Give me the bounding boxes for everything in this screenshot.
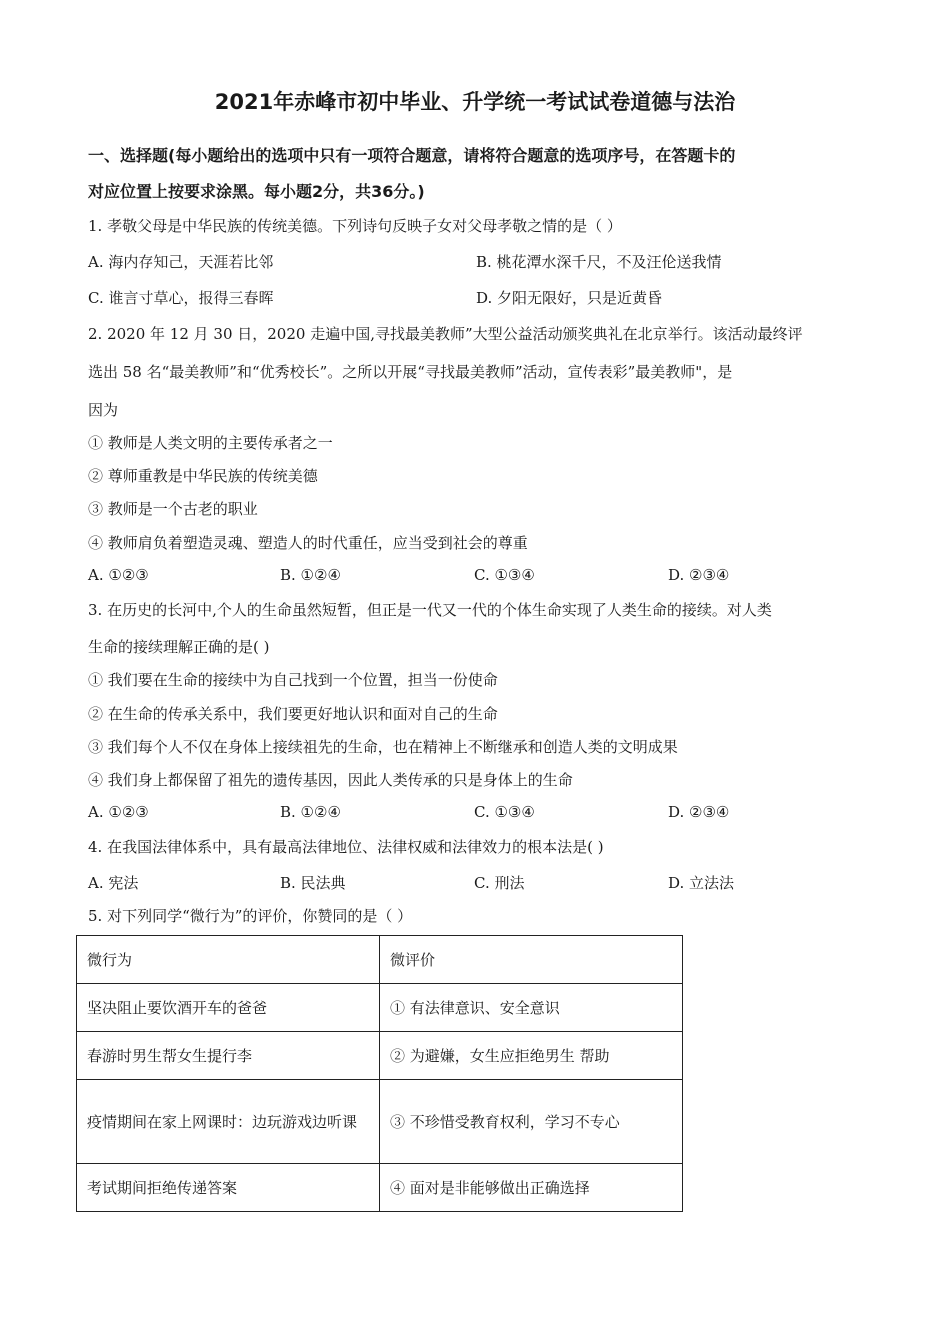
q2-option-d: D. ②③④ xyxy=(668,566,730,584)
q4-option-b: B. 民法典 xyxy=(280,874,346,892)
q2-statement-3: ③ 教师是一个古老的职业 xyxy=(88,500,258,518)
q3-stem-line2: 生命的接续理解正确的是( ) xyxy=(88,638,270,656)
q1-option-d: D. 夕阳无限好，只是近黄昏 xyxy=(476,289,663,307)
q4-option-a: A. 宪法 xyxy=(88,874,139,892)
q2-option-c: C. ①③④ xyxy=(474,566,535,584)
q2-stem-line1: 2. 2020 年 12 月 30 日，2020 走遍中国,寻找最美教师”大型公益活动颁奖典礼在北京举行。该活动最终评 xyxy=(88,325,803,343)
table-cell: ① 有法律意识、安全意识 xyxy=(380,984,683,1032)
q1-option-b: B. 桃花潭水深千尺，不及汪伦送我情 xyxy=(476,253,722,271)
q2-option-a: A. ①②③ xyxy=(88,566,149,584)
page-title: 2021年赤峰市初中毕业、升学统一考试试卷道德与法治 xyxy=(214,90,736,114)
q3-option-b: B. ①②④ xyxy=(280,803,341,821)
q4-stem: 4. 在我国法律体系中，具有最高法律地位、法律权威和法律效力的根本法是( ) xyxy=(88,838,604,856)
table-row xyxy=(77,1032,683,1080)
q1-option-a: A. 海内存知己，天涯若比邻 xyxy=(88,253,274,271)
q3-stem-line1: 3. 在历史的长河中,个人的生命虽然短暂，但正是一代又一代的个体生命实现了人类生命的接续。对人类 xyxy=(88,601,772,619)
q5-table xyxy=(76,935,683,1212)
table-cell: ② 为避嫌，女生应拒绝男生 帮助 xyxy=(380,1032,683,1080)
q5-stem: 5. 对下列同学“微行为”的评价，你赞同的是（ ） xyxy=(88,907,413,925)
q3-option-d: D. ②③④ xyxy=(668,803,730,821)
q2-stem-line3: 因为 xyxy=(88,401,119,419)
q2-option-b: B. ①②④ xyxy=(280,566,341,584)
q2-statement-4: ④ 教师肩负着塑造灵魂、塑造人的时代重任，应当受到社会的尊重 xyxy=(88,534,528,552)
table-cell: 春游时男生帮女生提行李 xyxy=(77,1032,380,1080)
q3-option-c: C. ①③④ xyxy=(474,803,535,821)
q4-option-d: D. 立法法 xyxy=(668,874,735,892)
table-row xyxy=(77,984,683,1032)
section-heading-line2: 对应位置上按要求涂黑。每小题2分，共36分。) xyxy=(88,182,425,201)
table-cell: 考试期间拒绝传递答案 xyxy=(77,1164,380,1212)
table-cell: 疫情期间在家上网课时：边玩游戏边听课 xyxy=(77,1080,380,1164)
table-header-cell: 微评价 xyxy=(380,936,683,984)
table-cell: 坚决阻止要饮酒开车的爸爸 xyxy=(77,984,380,1032)
q3-option-a: A. ①②③ xyxy=(88,803,149,821)
q2-statement-1: ① 教师是人类文明的主要传承者之一 xyxy=(88,434,333,452)
q2-statement-2: ② 尊师重教是中华民族的传统美德 xyxy=(88,467,318,485)
table-header-cell: 微行为 xyxy=(77,936,380,984)
table-cell: ③ 不珍惜受教育权利，学习不专心 xyxy=(380,1080,683,1164)
q3-statement-3: ③ 我们每个人不仅在身体上接续祖先的生命，也在精神上不断继承和创造人类的文明成果 xyxy=(88,738,678,756)
q3-statement-2: ② 在生命的传承关系中，我们要更好地认识和面对自己的生命 xyxy=(88,705,498,723)
q1-option-c: C. 谁言寸草心，报得三春晖 xyxy=(88,289,274,307)
q3-statement-4: ④ 我们身上都保留了祖先的遗传基因，因此人类传承的只是身体上的生命 xyxy=(88,771,573,789)
table-row xyxy=(77,1164,683,1212)
q2-stem-line2: 选出 58 名“最美教师”和“优秀校长”。之所以开展“寻找最美教师”活动，宣传表彩”最美教师"，是 xyxy=(88,363,733,381)
table-cell: ④ 面对是非能够做出正确选择 xyxy=(380,1164,683,1212)
table-row xyxy=(77,1080,683,1164)
q1-stem: 1. 孝敬父母是中华民族的传统美德。下列诗句反映子女对父母孝敬之情的是（ ） xyxy=(88,217,622,235)
q3-statement-1: ① 我们要在生命的接续中为自己找到一个位置，担当一份使命 xyxy=(88,671,498,689)
q4-option-c: C. 刑法 xyxy=(474,874,525,892)
section-heading-line1: 一、选择题(每小题给出的选项中只有一项符合题意，请将符合题意的选项序号，在答题卡的 xyxy=(88,146,736,165)
table-header-row xyxy=(77,936,683,984)
